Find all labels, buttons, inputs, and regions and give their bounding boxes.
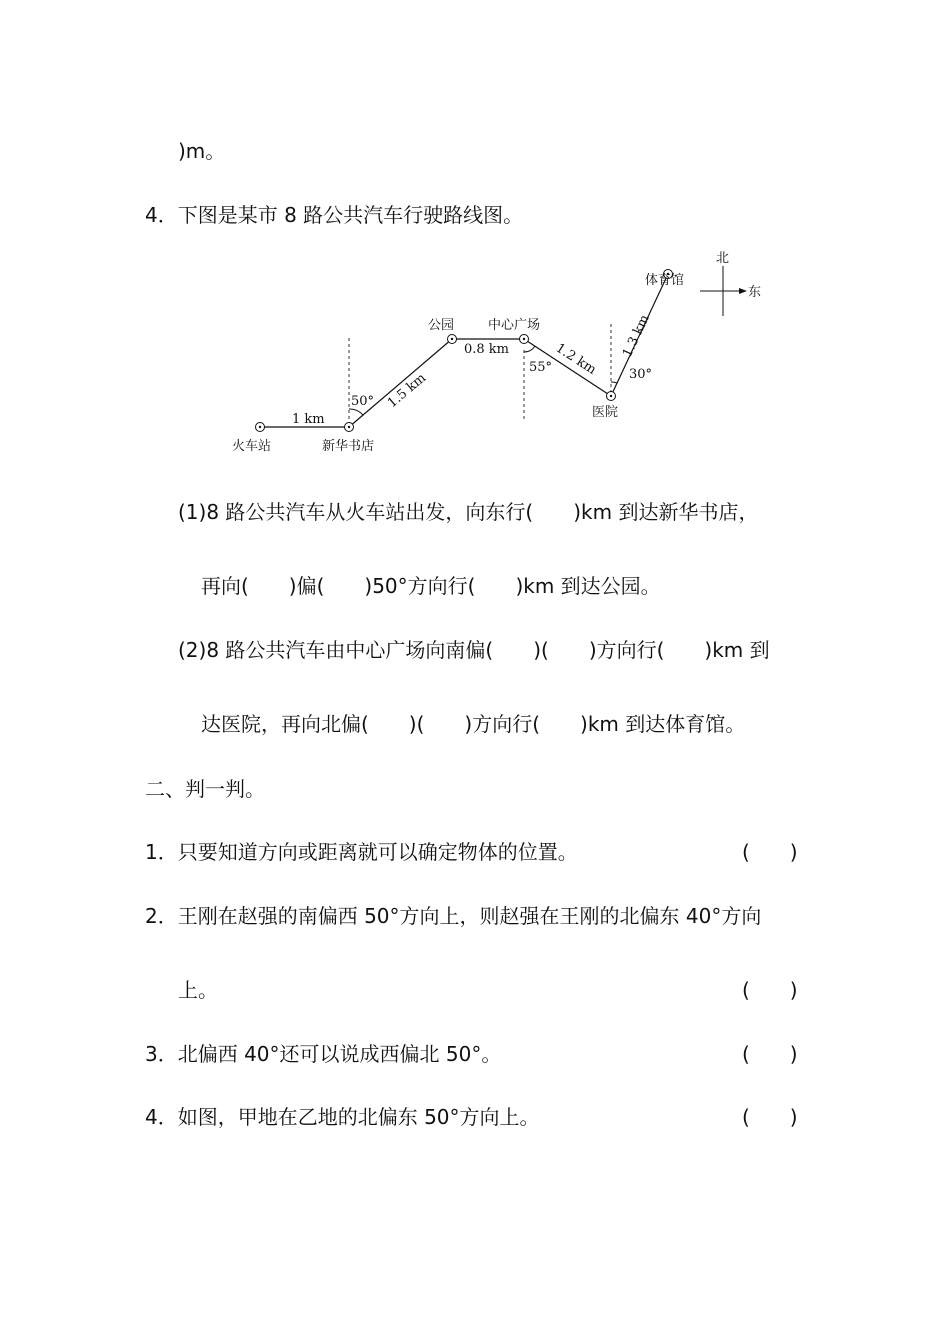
label-train-station: 火车站: [232, 439, 272, 454]
text-line-0: )m。: [178, 139, 226, 163]
text-line-3: 再向( )偏( )50°方向行( )km 到达公园。: [201, 574, 661, 598]
label-plaza: 中心广场: [488, 318, 541, 333]
station-marker-hospital: [607, 392, 616, 401]
text-line-1: 4．下图是某市 8 路公共汽车行驶路线图。: [145, 203, 524, 227]
section-heading: 二、判一判。: [145, 777, 265, 801]
station-marker-park: [448, 335, 457, 344]
angle-arc-55: [524, 346, 535, 352]
text-line-4: (2)8 路公共汽车由中心广场向南偏( )( )方向行( )km 到: [178, 638, 770, 662]
station-marker-train: [256, 423, 265, 432]
answer-box-1[interactable]: ( ): [742, 840, 798, 864]
question-2: 2．王刚在赵强的南偏西 50°方向上，则赵强在王刚的北偏东 40°方向: [145, 904, 762, 928]
angle-arc-30: [611, 382, 617, 383]
compass-icon: [700, 266, 747, 316]
question-2-cont: 上。: [178, 978, 218, 1002]
answer-box-3[interactable]: ( ): [742, 1042, 798, 1066]
label-distance-3: 0.8 km: [464, 342, 510, 357]
text-line-5: 达医院，再向北偏( )( )方向行( )km 到达体育馆。: [201, 712, 746, 736]
question-1: 1．只要知道方向或距离就可以确定物体的位置。: [145, 840, 578, 864]
station-marker-bookstore: [345, 423, 354, 432]
label-distance-2: 1.5 km: [384, 370, 430, 412]
bus-route-map: [220, 240, 780, 470]
question-4: 4．如图，甲地在乙地的北偏东 50°方向上。: [145, 1105, 540, 1129]
label-park: 公园: [428, 318, 455, 333]
route-segment-2: [349, 339, 452, 427]
label-hospital: 医院: [592, 405, 619, 420]
label-stadium: 体育馆: [645, 273, 685, 288]
label-east: 东: [748, 285, 762, 300]
text-line-2: (1)8 路公共汽车从火车站出发，向东行( )km 到达新华书店，: [178, 500, 759, 524]
answer-box-2[interactable]: ( ): [742, 978, 798, 1002]
label-north: 北: [716, 251, 730, 266]
label-angle-50: 50°: [351, 394, 375, 409]
angle-arc-50: [349, 409, 363, 415]
label-distance-1: 1 km: [292, 412, 325, 427]
label-angle-30: 30°: [629, 367, 653, 382]
answer-box-4[interactable]: ( ): [742, 1105, 798, 1129]
label-bookstore: 新华书店: [322, 439, 375, 454]
label-distance-5: 1.3 km: [620, 312, 653, 360]
label-distance-4: 1.2 km: [552, 340, 599, 378]
question-3: 3．北偏西 40°还可以说成西偏北 50°。: [145, 1042, 502, 1066]
station-marker-plaza: [520, 335, 529, 344]
label-angle-55: 55°: [529, 360, 553, 375]
